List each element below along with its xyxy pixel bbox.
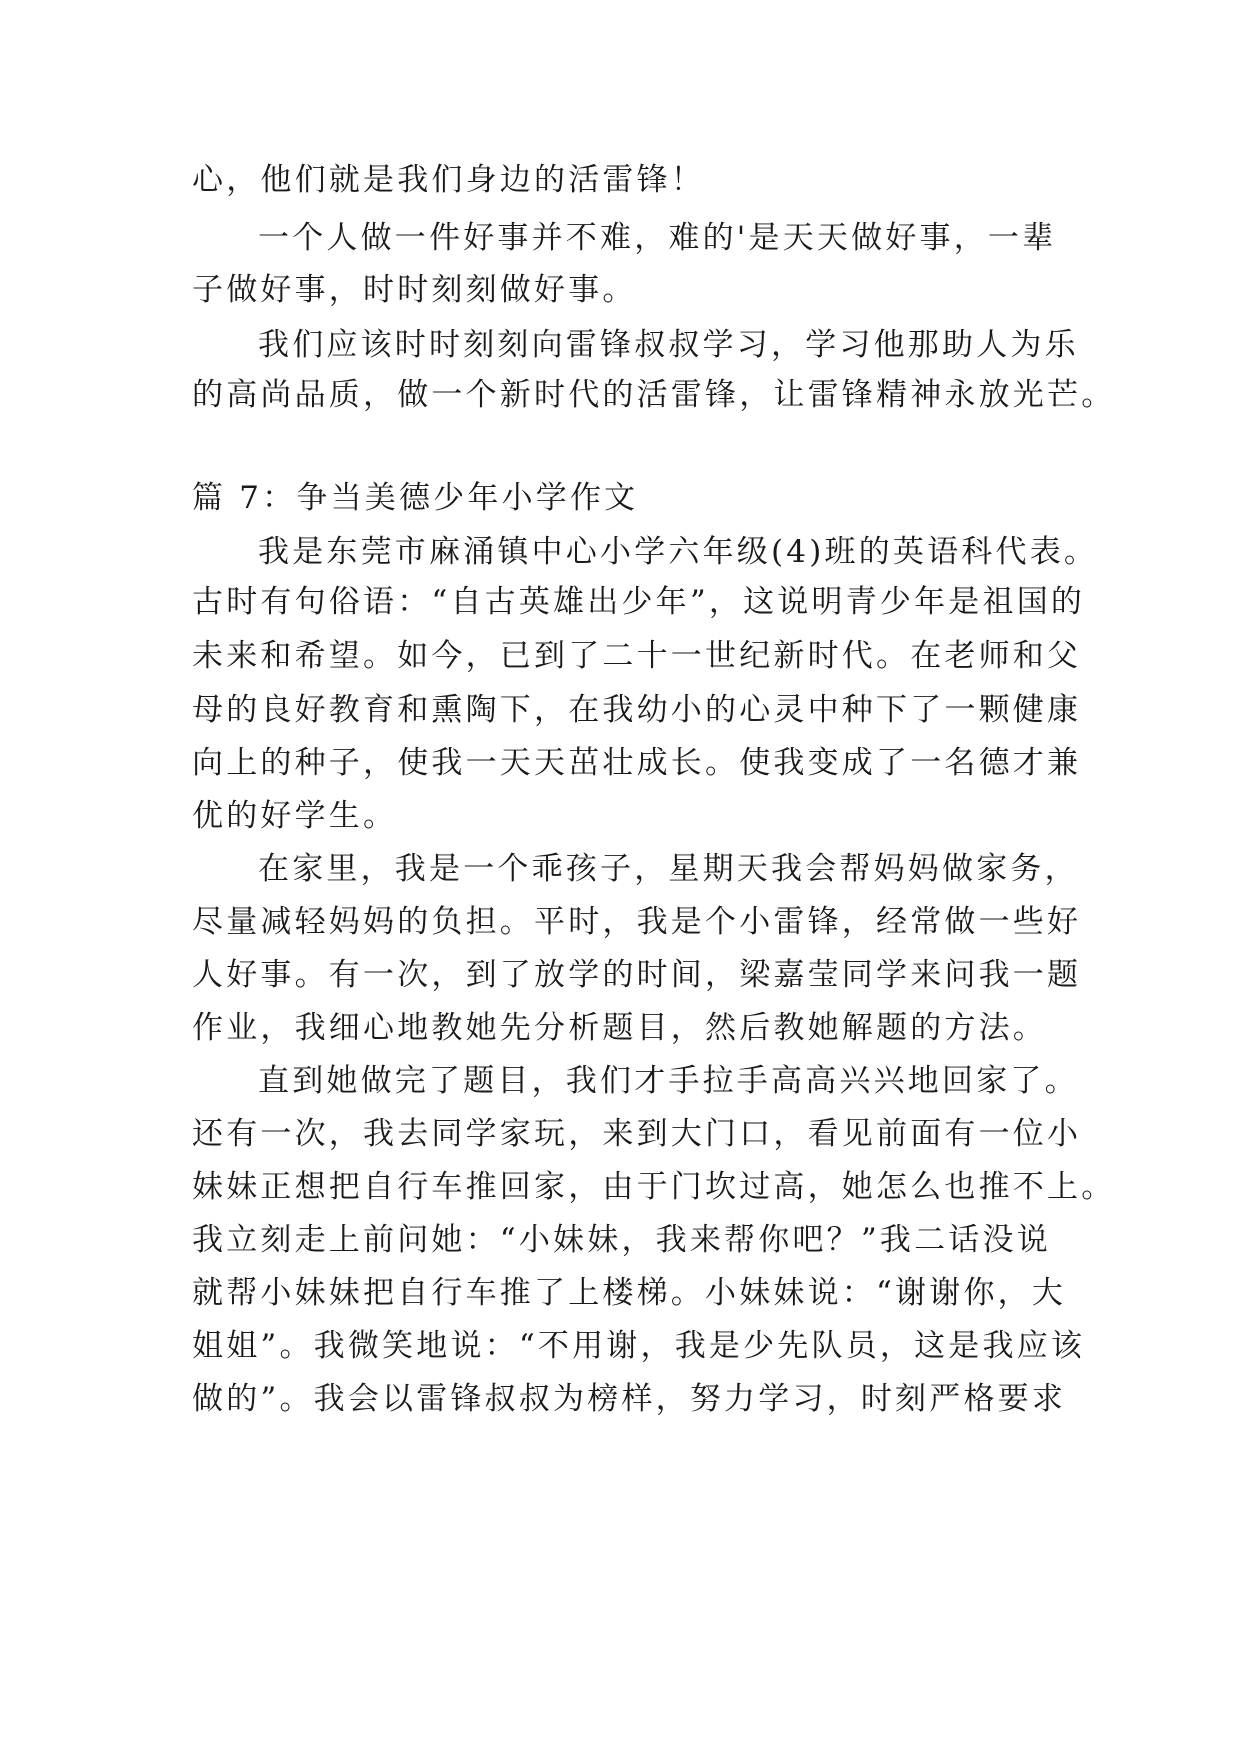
- text-line: 在家里，我是一个乖孩子，星期天我会帮妈妈做家务，: [258, 851, 1079, 887]
- text-line: 做的”。我会以雷锋叔叔为榜样，努力学习，时刻严格要求: [192, 1381, 1067, 1417]
- text-line: 直到她做完了题目，我们才手拉手高高兴兴地回家了。: [258, 1063, 1079, 1099]
- text-line: 古时有句俗语：“自古英雄出少年”，这说明青少年是祖国的: [192, 584, 1086, 620]
- text-line: 的高尚品质，做一个新时代的活雷锋，让雷锋精神永放光芒。: [192, 377, 1116, 413]
- text-line: 未来和希望。如今，已到了二十一世纪新时代。在老师和父: [192, 638, 1082, 674]
- text-line: 母的良好教育和熏陶下，在我幼小的心灵中种下了一颗健康: [192, 692, 1082, 728]
- text-line: 心，他们就是我们身边的活雷锋！: [192, 162, 705, 198]
- text-line: 尽量减轻妈妈的负担。平时，我是个小雷锋，经常做一些好: [192, 904, 1082, 940]
- text-line: 人好事。有一次，到了放学的时间，梁嘉莹同学来问我一题: [192, 957, 1082, 993]
- text-line: 还有一次，我去同学家玩，来到大门口，看见前面有一位小: [192, 1116, 1082, 1152]
- text-line: 子做好事，时时刻刻做好事。: [192, 272, 637, 308]
- text-line: 一个人做一件好事并不难，难的'是天天做好事，一辈: [258, 220, 1057, 256]
- section-heading: 篇 7：争当美德少年小学作文: [192, 480, 639, 516]
- text-line: 妹妹正想把自行车推回家，由于门坎过高，她怎么也推不上。: [192, 1169, 1116, 1205]
- text-line: 就帮小妹妹把自行车推了上楼梯。小妹妹说：“谢谢你，大: [192, 1275, 1067, 1311]
- text-line: 我是东莞市麻涌镇中心小学六年级(4)班的英语科代表。: [258, 534, 1099, 570]
- text-line: 我立刻走上前问她：“小妹妹，我来帮你吧？”我二话没说: [192, 1222, 1051, 1258]
- text-line: 作业，我细心地教她先分析题目，然后教她解题的方法。: [192, 1010, 1047, 1046]
- text-line: 我们应该时时刻刻向雷锋叔叔学习，学习他那助人为乐: [258, 327, 1079, 363]
- text-line: 姐姐”。我微笑地说：“不用谢，我是少先队员，这是我应该: [192, 1328, 1086, 1364]
- text-line: 向上的种子，使我一天天茁壮成长。使我变成了一名德才兼: [192, 745, 1082, 781]
- text-line: 优的好学生。: [192, 798, 398, 834]
